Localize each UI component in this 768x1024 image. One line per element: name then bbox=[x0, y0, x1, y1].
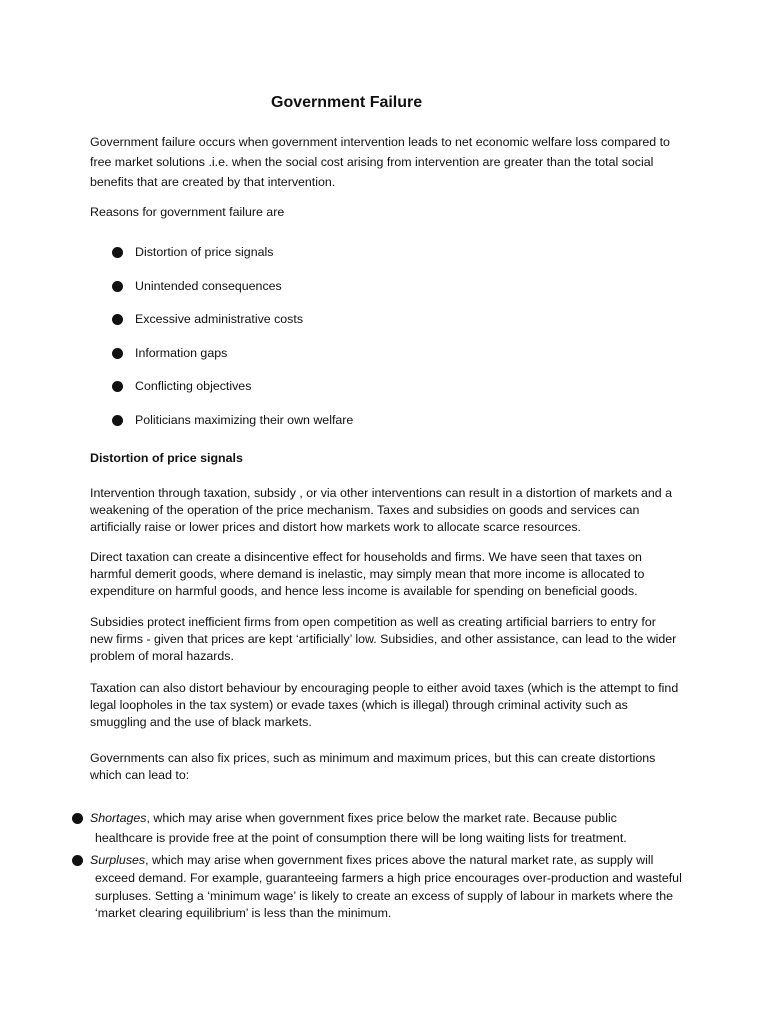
list-item bbox=[112, 345, 353, 379]
effect-continuation: exceed demand. For example, guaranteeing farmers a high price encourages over-production and wasteful surpluses. Setting a ‘minimum wage’ is likely to create an excess of supply of labour in markets where the ‘market clearing equilibrium’ is less than the minimum. bbox=[95, 871, 682, 920]
bullet-icon bbox=[112, 415, 123, 426]
list-item-label: Conflicting objectives bbox=[135, 379, 252, 393]
list-item bbox=[112, 412, 353, 446]
list-item-label: Distortion of price signals bbox=[135, 245, 274, 259]
document-title: Government Failure bbox=[271, 94, 423, 111]
effect-term: Surpluses bbox=[90, 853, 146, 867]
bullet-icon bbox=[112, 348, 123, 359]
effect-first-line bbox=[90, 850, 682, 870]
bullet-icon bbox=[112, 381, 123, 392]
bullet-icon bbox=[112, 281, 123, 292]
effect-first-line-text: , which may arise when government fixes price below the market rate. Because public bbox=[146, 811, 617, 825]
paragraph-subsidies: Subsidies protect inefficient firms from open competition as well as creating artificial barriers to entry for new firms - given that prices are kept ‘artificially’ low. Subsidies, and other assistance, can lead to the wider problem of moral hazards. bbox=[90, 615, 677, 663]
section-heading: Distortion of price signals bbox=[90, 451, 243, 465]
paragraph-interventions: Intervention through taxation, subsidy , or via other interventions can result in a distortion of markets and a weakening of the operation of the price mechanism. Taxes and subsidies on goods and services can artificially raise or lower prices and distort how markets work to allocate scarce resources. bbox=[90, 486, 672, 534]
paragraph-tax-avoidance: Taxation can also distort behaviour by encouraging people to either avoid taxes (which is the attempt to find legal loopholes in the tax system) or evade taxes (which is illegal) through criminal activity such as smuggling and the use of black markets. bbox=[90, 681, 679, 729]
list-item bbox=[112, 311, 353, 345]
effect-term: Shortages bbox=[90, 811, 147, 825]
intro-paragraph: Government failure occurs when government intervention leads to net economic welfare loss compared to free market solutions .i.e. when the social cost arising from intervention are greater than the total social benefits that are created by that intervention. bbox=[90, 135, 670, 189]
bullet-icon bbox=[112, 247, 123, 258]
list-item bbox=[72, 808, 682, 848]
effect-first-line bbox=[90, 808, 682, 828]
effects-list bbox=[72, 808, 682, 923]
effect-continuation: healthcare is provide free at the point of consumption there will be long waiting lists for treatment. bbox=[95, 831, 627, 845]
reasons-list bbox=[112, 244, 353, 445]
list-item-label: Excessive administrative costs bbox=[135, 312, 304, 326]
reasons-intro: Reasons for government failure are bbox=[90, 205, 285, 219]
list-item-label: Information gaps bbox=[135, 345, 228, 360]
bullet-icon bbox=[112, 314, 123, 325]
list-item bbox=[112, 378, 353, 412]
list-item bbox=[112, 278, 353, 312]
paragraph-direct-taxation: Direct taxation can create a disincentive effect for households and firms. We have seen that taxes on harmful demerit goods, where demand is inelastic, may simply mean that more income is allocated to expenditure on harmful goods, and hence less income is available for spending on beneficial goods. bbox=[90, 550, 645, 598]
list-item bbox=[72, 850, 682, 923]
list-item-label: Unintended consequences bbox=[135, 278, 282, 293]
bullet-icon bbox=[72, 813, 83, 824]
list-item bbox=[112, 244, 353, 278]
paragraph-price-fixing: Governments can also fix prices, such as minimum and maximum prices, but this can create distortions which can lead to: bbox=[90, 751, 656, 782]
bullet-icon bbox=[72, 855, 83, 866]
effect-first-line-text: , which may arise when government fixes prices above the natural market rate, as supply will bbox=[145, 853, 654, 867]
list-item-label: Politicians maximizing their own welfare bbox=[135, 412, 354, 427]
